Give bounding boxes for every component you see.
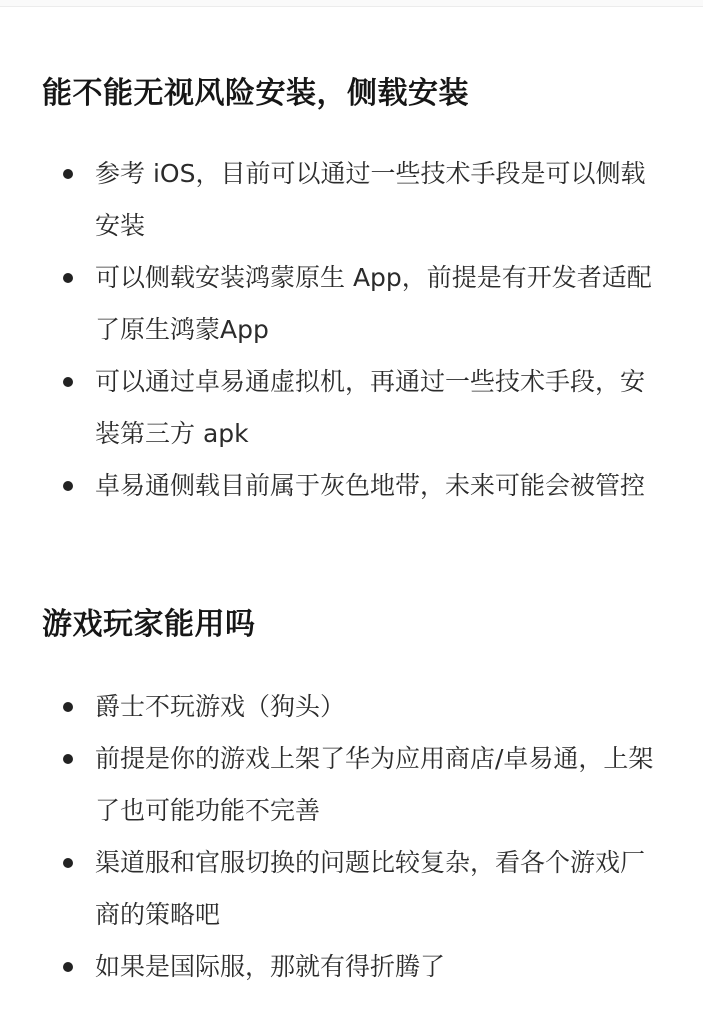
bullet-dot-icon xyxy=(63,858,73,868)
bullet-dot-icon xyxy=(63,481,73,491)
bullet-dot-icon xyxy=(63,377,73,387)
list-item xyxy=(0,252,703,356)
list-item xyxy=(0,733,703,837)
bullet-dot-icon xyxy=(63,754,73,764)
section-heading: 游戏玩家能用吗 xyxy=(42,607,256,642)
list-item-text: 爵士不玩游戏（狗头） xyxy=(95,692,346,721)
bullet-dot-icon xyxy=(63,702,73,712)
list-item xyxy=(0,941,703,993)
list-item-text: 如果是国际服，那就有得折腾了 xyxy=(95,952,446,981)
section-gaming xyxy=(0,603,703,993)
top-divider xyxy=(0,0,703,7)
section-heading: 能不能无视风险安装，侧载安装 xyxy=(42,76,469,111)
list-item xyxy=(0,148,703,252)
bullet-dot-icon xyxy=(63,962,73,972)
list-item xyxy=(0,460,703,512)
section-sideload xyxy=(0,72,703,512)
list-item xyxy=(0,681,703,733)
list-item xyxy=(0,356,703,460)
list-item-text: 可以侧载安装鸿蒙原生 App，前提是有开发者适配了原生鸿蒙App xyxy=(95,263,652,344)
bullet-dot-icon xyxy=(63,273,73,283)
bullet-list xyxy=(0,681,703,993)
list-item-text: 参考 iOS，目前可以通过一些技术手段是可以侧载安装 xyxy=(95,159,646,240)
list-item-text: 卓易通侧载目前属于灰色地带，未来可能会被管控 xyxy=(95,471,646,500)
bullet-list xyxy=(0,148,703,512)
list-item xyxy=(0,837,703,941)
list-item-text: 渠道服和官服切换的问题比较复杂，看各个游戏厂商的策略吧 xyxy=(95,848,646,929)
list-item-text: 前提是你的游戏上架了华为应用商店/卓易通，上架了也可能功能不完善 xyxy=(95,744,654,825)
list-item-text: 可以通过卓易通虚拟机，再通过一些技术手段，安装第三方 apk xyxy=(95,367,646,448)
bullet-dot-icon xyxy=(63,169,73,179)
